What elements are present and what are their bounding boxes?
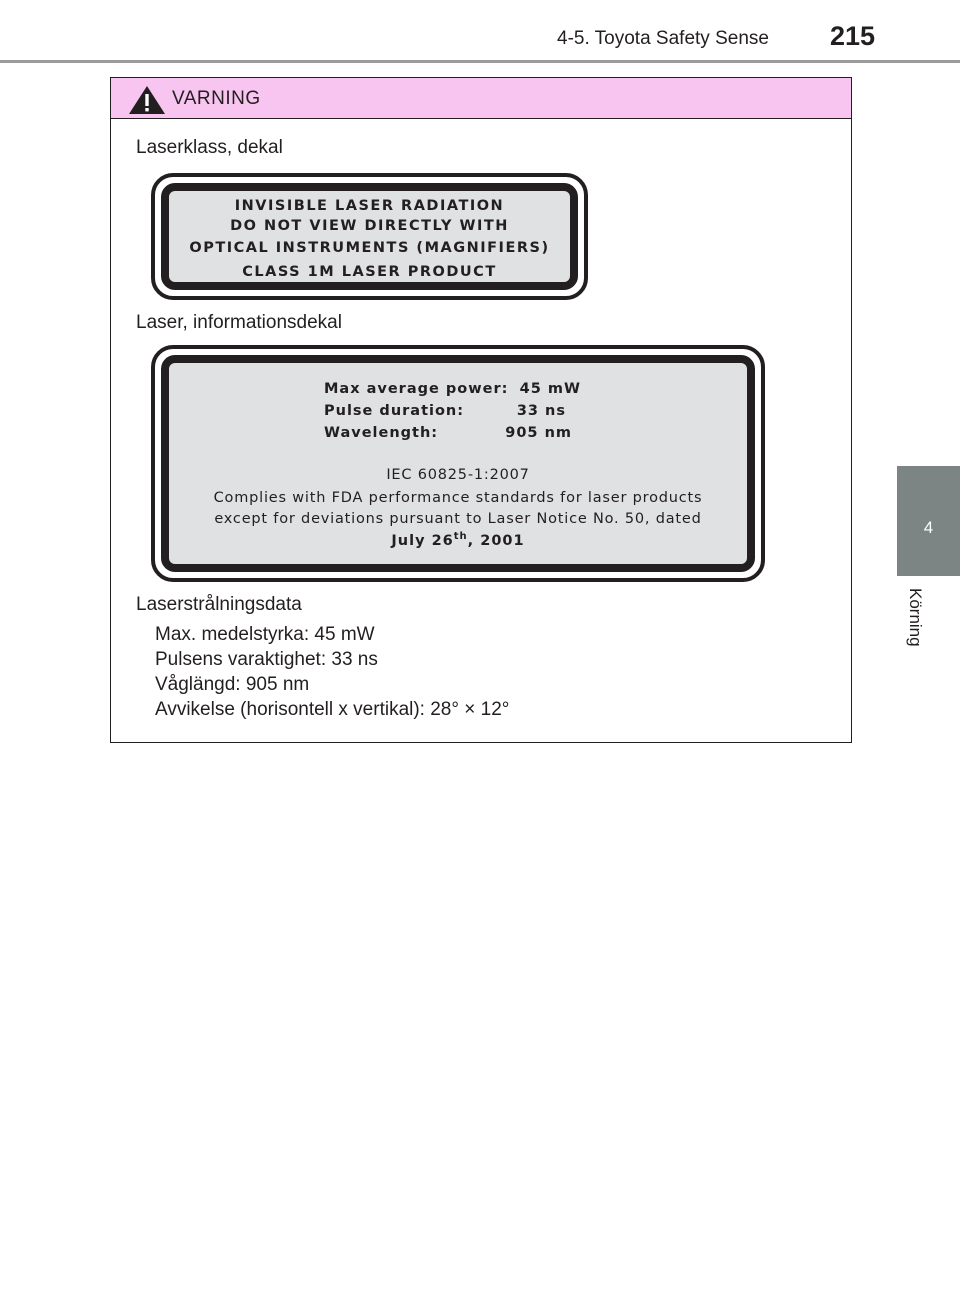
laser-info-decal-inner [161, 355, 755, 572]
decal2-compliance-line: except for deviations pursuant to Laser Notice No. 50, dated [214, 511, 702, 527]
chapter-label: Körning [906, 588, 925, 647]
section-title: 4-5. Toyota Safety Sense [557, 28, 769, 49]
laser-class-decal [151, 173, 588, 300]
warning-triangle-icon [128, 85, 166, 115]
data-line: Pulsens varaktighet: 33 ns [155, 649, 378, 670]
decal2-caption: Laser, informationsdekal [136, 312, 342, 333]
warning-header [111, 78, 851, 119]
decal2-standard: IEC 60825-1:2007 [386, 467, 530, 483]
page-number: 215 [830, 21, 876, 51]
decal1-line: OPTICAL INSTRUMENTS (MAGNIFIERS) [189, 240, 550, 256]
date-ordinal: th [453, 531, 468, 542]
header-divider [0, 60, 960, 63]
spec-value: 33 ns [516, 403, 566, 419]
warning-box [110, 77, 852, 743]
data-line: Våglängd: 905 nm [155, 674, 310, 695]
data-line: Max. medelstyrka: 45 mW [155, 624, 375, 645]
decal1-line: DO NOT VIEW DIRECTLY WITH [230, 218, 509, 234]
warning-title: VARNING [172, 88, 261, 109]
laser-class-decal-inner [161, 183, 578, 290]
date-prefix: July 26 [391, 532, 454, 549]
spec-label: Wavelength: [324, 425, 439, 441]
chapter-tab[interactable] [897, 466, 960, 576]
decal2-date [169, 531, 747, 549]
date-suffix: , 2001 [467, 532, 525, 549]
data-heading: Laserstrålningsdata [136, 594, 302, 615]
decal2-compliance-line: Complies with FDA performance standards for laser products [213, 490, 703, 506]
laser-info-decal [151, 345, 765, 582]
chapter-number: 4 [923, 518, 934, 537]
decal1-caption: Laserklass, dekal [136, 137, 283, 158]
data-line: Avvikelse (horisontell x vertikal): 28° × 12° [155, 699, 510, 720]
spec-value: 905 nm [505, 425, 572, 441]
spec-label: Max average power: [324, 381, 509, 397]
spec-value: 45 mW [519, 381, 581, 397]
decal1-line: INVISIBLE LASER RADIATION [234, 198, 505, 214]
spec-label: Pulse duration: [324, 403, 465, 419]
decal1-line: CLASS 1M LASER PRODUCT [242, 264, 497, 280]
